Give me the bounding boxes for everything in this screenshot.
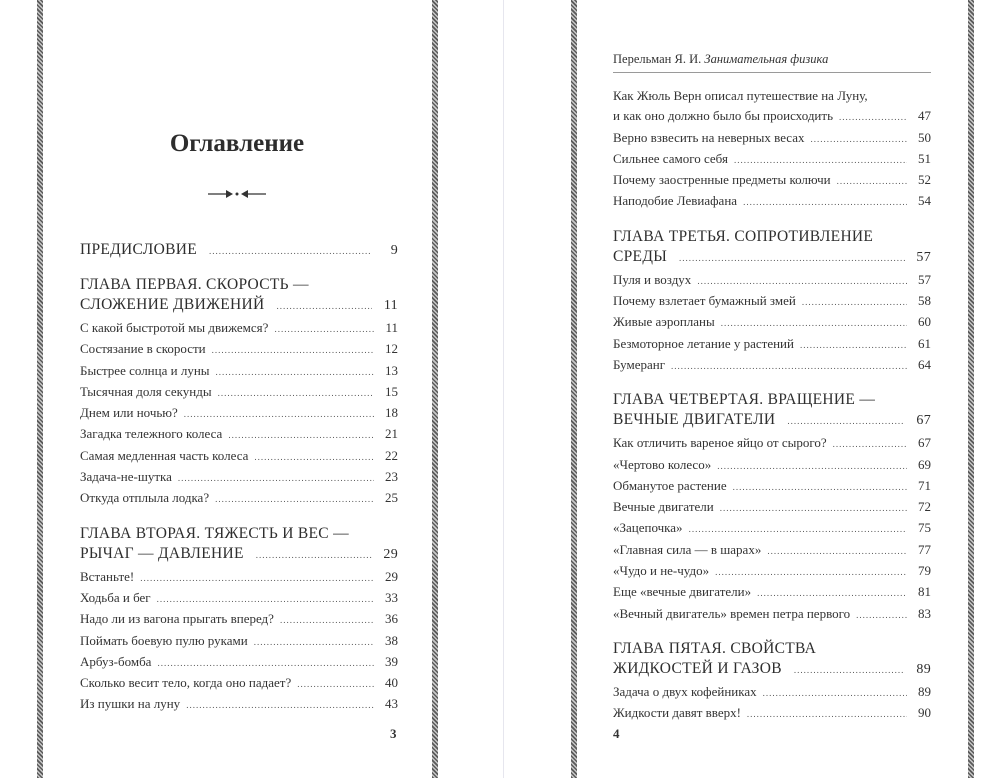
left-page-inner-edge — [432, 0, 438, 778]
entry-title: «Чудо и не-чудо» — [613, 563, 710, 579]
page-ref: 11 — [383, 298, 398, 313]
toc-entry[interactable] — [613, 270, 931, 291]
dot-leader — [218, 383, 374, 403]
dot-leader — [186, 695, 374, 715]
dot-leader — [679, 248, 905, 268]
dot-leader — [839, 107, 907, 127]
entry-title: Загадка тележного колеса — [80, 426, 223, 442]
toc-entry[interactable] — [613, 497, 931, 518]
toc-entry[interactable] — [613, 149, 931, 170]
dot-leader — [856, 605, 907, 625]
toc-entry[interactable] — [613, 476, 931, 497]
dot-leader — [689, 519, 907, 539]
chapter-title-line: ГЛАВА ЧЕТВЕРТАЯ. ВРАЩЕНИЕ — — [613, 391, 876, 409]
dot-leader — [274, 319, 374, 339]
entry-title: Состязание в скорости — [80, 341, 206, 357]
toc-entry[interactable] — [80, 652, 398, 673]
dot-leader — [787, 411, 905, 431]
running-head-book-title: Занимательная физика — [704, 52, 829, 66]
page-ref: 13 — [385, 362, 398, 378]
page-ref: 50 — [918, 129, 931, 145]
page-ref: 36 — [385, 611, 398, 627]
entry-title: Быстрее солнца и луны — [80, 362, 210, 378]
toc-entry[interactable] — [613, 604, 931, 625]
dot-leader — [833, 434, 907, 454]
entry-title: Вечные двигатели — [613, 499, 714, 515]
toc-chapter-heading[interactable] — [80, 275, 398, 316]
entry-title: Еще «вечные двигатели» — [613, 584, 752, 600]
page-ref: 40 — [385, 675, 398, 691]
entry-title: Верно взвесить на неверных весах — [613, 129, 805, 145]
dot-leader — [757, 583, 907, 603]
page-ref: 83 — [918, 605, 931, 621]
entry-title: Жидкости давят вверх! — [613, 705, 741, 721]
page-ref: 71 — [918, 477, 931, 493]
dot-leader — [734, 150, 907, 170]
dot-leader — [184, 404, 374, 424]
page-number: 4 — [613, 726, 620, 741]
page-ref: 57 — [918, 271, 931, 287]
toc-entry[interactable] — [80, 446, 398, 467]
toc-entry[interactable] — [613, 170, 931, 191]
dot-leader — [794, 660, 905, 680]
toc-entry[interactable] — [80, 631, 398, 652]
toc-entry[interactable] — [613, 518, 931, 539]
toc-entry[interactable] — [80, 382, 398, 403]
page-ref: 29 — [385, 568, 398, 584]
toc-entry[interactable] — [613, 455, 931, 476]
running-head-author: Перельман Я. И. — [613, 52, 702, 66]
page-ref: 72 — [918, 499, 931, 515]
toc-entry[interactable] — [613, 582, 931, 603]
dot-leader — [157, 653, 374, 673]
page-ref: 22 — [385, 447, 398, 463]
toc-entry[interactable] — [613, 703, 931, 724]
entry-title: Самая медленная часть колеса — [80, 447, 249, 463]
toc-entry[interactable] — [80, 567, 398, 588]
toc-chapter-heading[interactable] — [80, 524, 398, 565]
dot-leader — [733, 477, 907, 497]
page-ref: 54 — [918, 193, 931, 209]
page-ref: 75 — [918, 520, 931, 536]
chapter-title-line: РЫЧАГ — ДАВЛЕНИЕ — [80, 544, 244, 562]
fleuron-divider-icon — [208, 187, 266, 201]
dot-leader — [178, 468, 374, 488]
entry-title: Днем или ночью? — [80, 405, 178, 421]
entry-title: Откуда отплыла лодка? — [80, 490, 210, 506]
entry-title: Из пушки на луну — [80, 696, 181, 712]
chapter-title-line: СРЕДЫ — [613, 247, 668, 265]
page-ref: 43 — [385, 696, 398, 712]
page-title: Оглавление — [169, 130, 305, 157]
toc-entry[interactable] — [613, 540, 931, 561]
dot-leader — [254, 447, 374, 467]
entry-title: Поймать боевую пулю руками — [80, 632, 248, 648]
dot-leader — [297, 674, 374, 694]
dot-leader — [277, 296, 372, 316]
toc-entry[interactable] — [613, 355, 931, 376]
toc-entry[interactable] — [613, 86, 931, 128]
right-page-outer-edge — [968, 0, 974, 778]
chapter-title-line: ГЛАВА ВТОРАЯ. ТЯЖЕСТЬ И ВЕС — — [80, 524, 349, 542]
entry-title: «Главная сила — в шарах» — [613, 541, 762, 557]
toc-entry[interactable] — [613, 334, 931, 355]
toc-entry[interactable] — [80, 673, 398, 694]
entry-title-line: Как Жюль Верн описал путешествие на Луну, — [613, 88, 868, 103]
dot-leader — [157, 589, 374, 609]
toc-entry[interactable] — [613, 128, 931, 149]
page-ref: 81 — [918, 584, 931, 600]
entry-title: Сильнее самого себя — [613, 150, 728, 166]
entry-title: Надо ли из вагона прыгать вперед? — [80, 611, 274, 627]
chapter-title-line: ЖИДКОСТЕЙ И ГАЗОВ — [613, 659, 782, 677]
page-ref: 12 — [385, 341, 398, 357]
toc-entry[interactable] — [80, 609, 398, 630]
page-ref: 9 — [390, 243, 398, 258]
toc-entry[interactable] — [80, 694, 398, 715]
chapter-title-line: ГЛАВА ПЯТАЯ. СВОЙСТВА — [613, 639, 817, 657]
page-ref: 79 — [918, 563, 931, 579]
page-ref: 69 — [918, 456, 931, 472]
entry-title: Арбуз-бомба — [80, 653, 152, 669]
entry-title: Как отличить вареное яйцо от сырого? — [613, 435, 827, 451]
dot-leader — [228, 425, 374, 445]
dot-leader — [717, 456, 907, 476]
toc-entry[interactable] — [613, 433, 931, 454]
page-ref: 33 — [385, 589, 398, 605]
page-ref: 29 — [383, 546, 398, 562]
toc-entry[interactable] — [613, 561, 931, 582]
dot-leader — [254, 632, 374, 652]
chapter-title-line: СЛОЖЕНИЕ ДВИЖЕНИЙ — [80, 296, 265, 313]
entry-title: Живые аэропланы — [613, 314, 715, 330]
dot-leader — [767, 541, 907, 561]
toc-entry[interactable] — [613, 312, 931, 333]
page-ref: 38 — [385, 632, 398, 648]
toc-entry[interactable] — [80, 588, 398, 609]
table-of-contents-right — [613, 86, 931, 725]
toc-chapter-heading[interactable] — [613, 639, 931, 680]
page-ref: 67 — [916, 413, 931, 429]
dot-leader — [720, 498, 907, 518]
entry-title-line: и как оно должно было бы происходить — [613, 108, 833, 124]
page-ref: 21 — [385, 426, 398, 442]
page-ref: 23 — [385, 469, 398, 485]
right-page — [577, 0, 937, 778]
chapter-title-line: ГЛАВА ПЕРВАЯ. СКОРОСТЬ — — [80, 276, 309, 293]
toc-entry[interactable] — [613, 191, 931, 212]
dot-leader — [671, 356, 907, 376]
chapter-title-line: ВЕЧНЫЕ ДВИГАТЕЛИ — [613, 411, 776, 429]
toc-entry[interactable] — [613, 291, 931, 312]
dot-leader — [837, 171, 907, 191]
dot-leader — [140, 568, 374, 588]
chapter-title-line: ПРЕДИСЛОВИЕ — [80, 241, 198, 258]
entry-title: Почему взлетает бумажный змей — [613, 293, 796, 309]
entry-title: С какой быстротой мы движемся? — [80, 320, 269, 335]
toc-entry[interactable] — [80, 467, 398, 488]
page-ref: 51 — [918, 150, 931, 166]
toc-entry[interactable] — [80, 361, 398, 382]
page-ref: 11 — [385, 320, 398, 335]
entry-title: «Зацепочка» — [613, 520, 683, 536]
dot-leader — [743, 192, 907, 212]
left-page — [42, 0, 432, 778]
entry-title: Пуля и воздух — [613, 271, 692, 287]
table-of-contents-left — [80, 240, 398, 716]
entry-title: Встаньте! — [80, 568, 135, 584]
dot-leader — [280, 610, 374, 630]
page-ref: 61 — [918, 335, 931, 351]
page-ref: 64 — [918, 356, 931, 372]
page-ref: 25 — [385, 490, 398, 506]
page-ref: 18 — [385, 405, 398, 421]
entry-title: «Чертово колесо» — [613, 456, 712, 472]
running-head — [613, 52, 931, 73]
entry-title: Ходьба и бег — [80, 589, 151, 605]
dot-leader — [256, 545, 372, 565]
entry-title: Наподобие Левиафана — [613, 193, 738, 209]
page-ref: 15 — [385, 383, 398, 399]
dot-leader — [800, 335, 907, 355]
dot-leader — [209, 241, 372, 261]
page-ref: 89 — [916, 661, 931, 677]
page-ref: 67 — [918, 435, 931, 451]
page-ref: 47 — [918, 108, 931, 124]
chapter-title-line: ГЛАВА ТРЕТЬЯ. СОПРОТИВЛЕНИЕ — [613, 227, 874, 245]
toc-chapter-heading[interactable] — [80, 240, 398, 261]
entry-title: Сколько весит тело, когда оно падает? — [80, 675, 292, 691]
toc-entry[interactable] — [80, 403, 398, 424]
page-ref: 58 — [918, 293, 931, 309]
entry-title: Обманутое растение — [613, 477, 727, 493]
entry-title: «Вечный двигатель» времен петра первого — [613, 605, 851, 621]
page-number: 3 — [390, 726, 397, 741]
toc-entry[interactable] — [80, 488, 398, 509]
dot-leader — [763, 683, 907, 703]
page-ref: 57 — [916, 249, 931, 265]
entry-title: Задача-не-шутка — [80, 469, 172, 485]
dot-leader — [715, 562, 907, 582]
toc-entry[interactable] — [613, 682, 931, 703]
page-ref: 90 — [918, 705, 931, 721]
page-ref: 60 — [918, 314, 931, 330]
dot-leader — [747, 704, 907, 724]
dot-leader — [216, 362, 374, 382]
toc-entry[interactable] — [80, 424, 398, 445]
dot-leader — [215, 489, 374, 509]
entry-title: Почему заостренные предметы колючи — [613, 172, 831, 188]
entry-title: Безмоторное летание у растений — [613, 335, 794, 351]
toc-chapter-heading[interactable] — [613, 390, 931, 431]
page-ref: 39 — [385, 653, 398, 669]
dot-leader — [697, 271, 907, 291]
dot-leader — [811, 129, 908, 149]
toc-entry[interactable] — [80, 339, 398, 360]
entry-title: Тысячная доля секунды — [80, 383, 212, 399]
entry-title: Бумеранг — [613, 356, 666, 372]
page-ref: 52 — [918, 172, 931, 188]
page-ref: 89 — [918, 683, 931, 699]
page-ref: 77 — [918, 541, 931, 557]
dot-leader — [212, 340, 374, 360]
spread-gutter — [503, 0, 504, 778]
toc-chapter-heading[interactable] — [613, 227, 931, 268]
entry-title: Задача о двух кофейниках — [613, 683, 757, 699]
toc-entry[interactable] — [80, 318, 398, 339]
dot-leader — [802, 292, 907, 312]
dot-leader — [721, 313, 907, 333]
